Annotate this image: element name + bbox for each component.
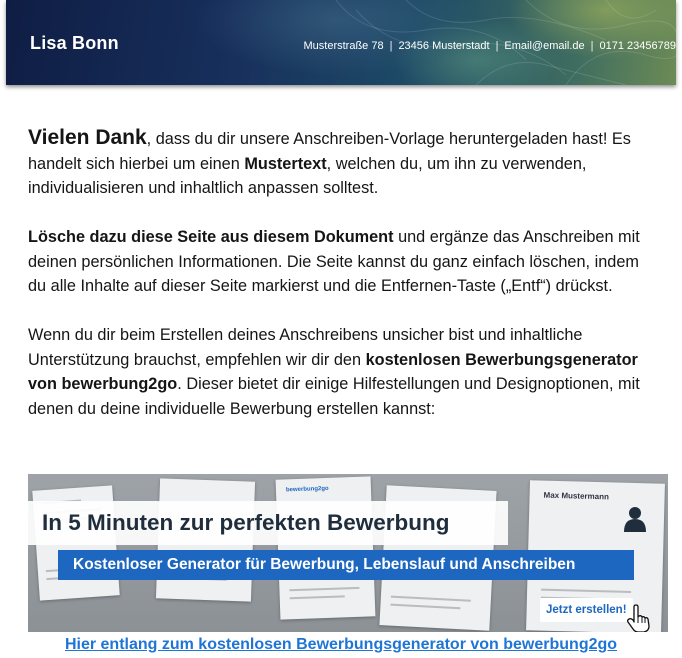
promo-subline: Kostenloser Generator für Bewerbung, Lebenslauf und Anschreiben bbox=[58, 550, 634, 580]
avatar-icon bbox=[624, 506, 646, 532]
promo-banner[interactable] bbox=[28, 474, 668, 632]
create-now-button[interactable]: Jetzt erstellen! bbox=[540, 598, 633, 622]
generator-link[interactable]: Hier entlang zum kostenlosen Bewerbungsgenerator von bewerbung2go bbox=[64, 636, 618, 653]
bold-delete-instruction: Lösche dazu diese Seite aus diesem Dokument bbox=[28, 228, 394, 246]
sample-sheet bbox=[276, 476, 376, 619]
paragraph-text: , dass du dir unsere Anschreiben-Vorlage heruntergeladen hast! Es handelt sich hierbei um einen bbox=[28, 130, 631, 173]
body-text bbox=[28, 126, 658, 446]
contact-email[interactable]: Email@email.de bbox=[504, 40, 585, 52]
promo-headline: In 5 Minuten zur perfekten Bewerbung bbox=[28, 501, 508, 545]
contact-separator: | bbox=[590, 40, 594, 52]
contact-phone: 0171 23456789 bbox=[599, 40, 676, 52]
paragraph-text: . Dieser bietet dir einige Hilfestellungen und Designoptionen, mit denen du deine individuelle Bewerbung erstellen kannst: bbox=[28, 375, 640, 418]
sample-logo: bewerbung2go bbox=[285, 485, 329, 494]
paragraph-generator-recommendation bbox=[28, 323, 658, 421]
paragraph-text: , welchen du, um ihn zu verwenden, individualisieren und inhaltlich anpassen solltest. bbox=[28, 154, 587, 197]
paragraph-text: und ergänze das Anschreiben mit deinen persönlichen Informationen. Die Seite kannst du ganz einfach löschen, indem du alle Inhalte auf dieser Seite markierst und die Entfernen-Taste („Entf“) drückst. bbox=[28, 228, 640, 295]
paragraph-thanks bbox=[28, 126, 658, 201]
paragraph-delete-instructions bbox=[28, 225, 658, 299]
contact-separator: | bbox=[495, 40, 499, 52]
contact-street: Musterstraße 78 bbox=[303, 40, 384, 52]
thanks-lead: Vielen Dank bbox=[28, 126, 147, 149]
pointer-hand-icon bbox=[625, 604, 655, 632]
contact-separator: | bbox=[389, 40, 393, 52]
header-banner bbox=[6, 0, 676, 85]
bold-generator-name: kostenlosen Bewerbungsgenerator von bewerbung2go bbox=[28, 350, 638, 393]
bold-mustertext: Mustertext bbox=[244, 154, 327, 173]
contact-city: 23456 Musterstadt bbox=[398, 40, 490, 52]
paragraph-text: Wenn du dir beim Erstellen deines Anschreibens unsicher bist und inhaltliche Unterstützung brauchst, empfehlen wir dir den bbox=[28, 326, 583, 369]
applicant-name: Lisa Bonn bbox=[30, 33, 119, 53]
sample-cv-name: Max Mustermann bbox=[543, 490, 610, 502]
contact-line bbox=[303, 40, 676, 52]
